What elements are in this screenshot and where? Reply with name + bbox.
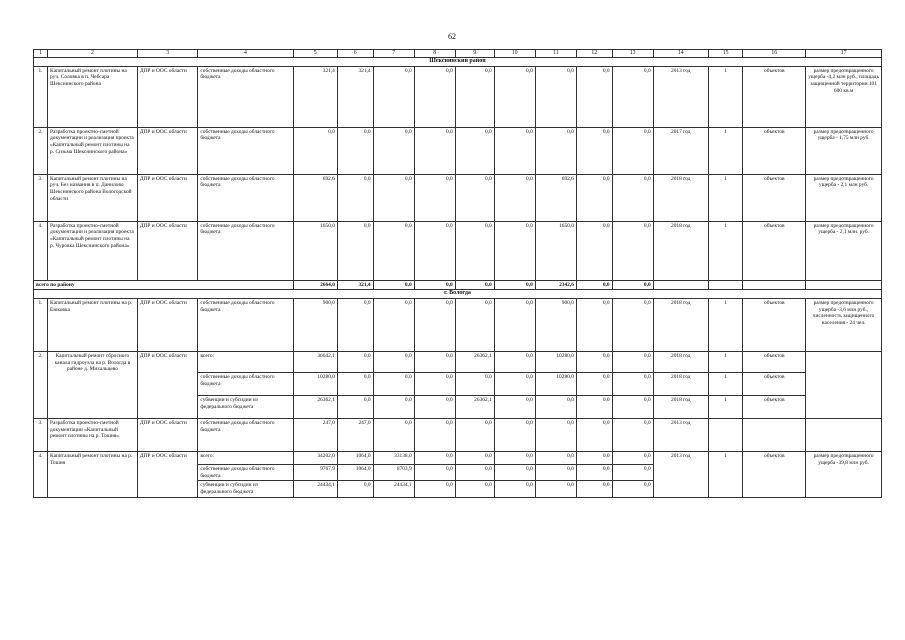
- empty-cell: [708, 418, 743, 451]
- value-cell: 0,0: [414, 418, 455, 451]
- year-cell: 2018 год: [653, 174, 708, 221]
- column-number: 16: [743, 50, 806, 58]
- event-name: Разработка проектно-сметной документации и реализация проекта «Капитальный ремонт плотины на р. Сизьма Шекснинского района»: [48, 127, 138, 174]
- table-row: [34, 418, 882, 451]
- empty-cell: [806, 351, 882, 418]
- funding-source: всего:: [198, 351, 293, 372]
- value-cell: 900,0: [293, 298, 337, 351]
- result-cell: размер предотвращенного ущерба -4,2 млн руб., площадь защищенной территории 101 600 кв.м: [806, 66, 882, 127]
- value-cell: 0,0: [576, 351, 612, 372]
- value-cell: 0,0: [494, 66, 535, 127]
- row-number: 4.: [34, 221, 48, 280]
- value-cell: 10280,0: [535, 372, 576, 395]
- column-number: 6: [337, 50, 373, 58]
- row-number: 1.: [34, 66, 48, 127]
- value-cell: 0,0: [414, 372, 455, 395]
- table-body: [34, 50, 882, 498]
- value-cell: 0,0: [337, 372, 373, 395]
- result-cell: размер предотвращенного ущерба -3,6 млн руб., численность защищенного населения - 24 чел.: [806, 298, 882, 351]
- value-cell: 0,0: [535, 451, 576, 464]
- value-cell: 0,0: [455, 280, 494, 290]
- responsible-org: ДПР и ООС области: [137, 221, 198, 280]
- value-cell: 33138,0: [373, 451, 414, 464]
- value-cell: 1064,0: [337, 451, 373, 464]
- column-number: 17: [806, 50, 882, 58]
- value-cell: 0,0: [576, 298, 612, 351]
- value-cell: 0,0: [373, 66, 414, 127]
- table-row: [34, 451, 882, 464]
- value-cell: 0,0: [576, 451, 612, 464]
- row-number: 1.: [34, 298, 48, 351]
- value-cell: 0,0: [576, 221, 612, 280]
- event-name: Капитальный ремонт плотины на р. Тошня: [48, 451, 138, 497]
- value-cell: 9767,9: [293, 464, 337, 481]
- value-cell: 0,0: [576, 127, 612, 174]
- section-header-sheksna: [34, 58, 882, 67]
- column-number: 1: [34, 50, 48, 58]
- value-cell: 0,0: [373, 127, 414, 174]
- quantity-cell: 1: [708, 395, 743, 418]
- year-cell: 2018 год: [653, 351, 708, 372]
- table-row: [34, 298, 882, 351]
- column-number: 9: [455, 50, 494, 58]
- value-cell: 0,0: [612, 66, 653, 127]
- value-cell: 0,0: [576, 372, 612, 395]
- value-cell: 24434,1: [293, 481, 337, 498]
- column-number: 3: [137, 50, 198, 58]
- responsible-org: ДПР и ООС области: [137, 418, 198, 451]
- empty-cell: [708, 280, 743, 290]
- empty-cell: [806, 280, 882, 290]
- value-cell: 1064,0: [337, 464, 373, 481]
- value-cell: 0,0: [612, 418, 653, 451]
- responsible-org: ДПР и ООС области: [137, 451, 198, 497]
- value-cell: 0,0: [414, 351, 455, 372]
- value-cell: 692,6: [535, 174, 576, 221]
- year-cell: 2018 год: [653, 372, 708, 395]
- value-cell: 0,0: [455, 372, 494, 395]
- column-number: 14: [653, 50, 708, 58]
- event-name: Разработка проектно-сметной документации «Капитальный ремонт плотины на р. Тошня»: [48, 418, 138, 451]
- value-cell: 0,0: [373, 418, 414, 451]
- value-cell: 0,0: [535, 418, 576, 451]
- quantity-cell: 1: [708, 351, 743, 372]
- value-cell: 0,0: [494, 464, 535, 481]
- value-cell: 0,0: [494, 298, 535, 351]
- value-cell: 1650,0: [293, 221, 337, 280]
- column-number: 15: [708, 50, 743, 58]
- value-cell: 0,0: [612, 451, 653, 464]
- quantity-cell: 1: [708, 298, 743, 351]
- value-cell: 0,0: [414, 174, 455, 221]
- value-cell: 0,0: [455, 174, 494, 221]
- value-cell: 0,0: [612, 351, 653, 372]
- column-number: 10: [494, 50, 535, 58]
- column-number: 4: [198, 50, 293, 58]
- value-cell: 0,0: [535, 464, 576, 481]
- row-number: 3.: [34, 418, 48, 451]
- value-cell: 26362,1: [455, 351, 494, 372]
- value-cell: 0,0: [455, 464, 494, 481]
- value-cell: 0,0: [494, 451, 535, 464]
- value-cell: 0,0: [337, 481, 373, 498]
- unit-cell: объектов: [743, 221, 806, 280]
- column-number: 5: [293, 50, 337, 58]
- value-cell: 0,0: [414, 481, 455, 498]
- year-cell: 2018 год: [653, 298, 708, 351]
- value-cell: 0,0: [337, 174, 373, 221]
- value-cell: 0,0: [337, 298, 373, 351]
- value-cell: 692,6: [293, 174, 337, 221]
- program-table: [33, 49, 882, 498]
- value-cell: 247,0: [293, 418, 337, 451]
- total-label: всего по району: [34, 280, 294, 290]
- row-number: 2.: [34, 351, 48, 418]
- page-number: 62: [448, 32, 456, 41]
- value-cell: 0,0: [494, 418, 535, 451]
- value-cell: 0,0: [414, 221, 455, 280]
- value-cell: 0,0: [373, 221, 414, 280]
- funding-source: собственные доходы областного бюджета: [198, 174, 293, 221]
- row-number: 2.: [34, 127, 48, 174]
- empty-cell: [653, 280, 708, 290]
- value-cell: 321,4: [337, 280, 373, 290]
- value-cell: 10280,0: [293, 372, 337, 395]
- value-cell: 0,0: [494, 351, 535, 372]
- value-cell: 900,0: [535, 298, 576, 351]
- value-cell: 0,0: [373, 298, 414, 351]
- funding-source: собственные доходы областного бюджета: [198, 418, 293, 451]
- value-cell: 321,4: [293, 66, 337, 127]
- value-cell: 26362,1: [455, 395, 494, 418]
- funding-source: собственные доходы областного бюджета: [198, 464, 293, 481]
- quantity-cell: 1: [708, 221, 743, 280]
- value-cell: 0,0: [373, 280, 414, 290]
- value-cell: 0,0: [337, 351, 373, 372]
- year-cell: 2018 год: [653, 395, 708, 418]
- table-row: [34, 351, 882, 372]
- total-row: [34, 280, 882, 290]
- value-cell: 0,0: [494, 280, 535, 290]
- result-cell: размер предотвращенного ущерба - 1,75 млн руб.: [806, 127, 882, 174]
- value-cell: 0,0: [576, 418, 612, 451]
- value-cell: 0,0: [373, 351, 414, 372]
- result-cell: размер предотвращенного ущерба -39,8 млн руб.: [806, 451, 882, 497]
- column-number: 12: [576, 50, 612, 58]
- value-cell: 0,0: [455, 451, 494, 464]
- value-cell: 0,0: [494, 395, 535, 418]
- year-cell: 2013 год: [653, 451, 708, 497]
- value-cell: 0,0: [612, 221, 653, 280]
- column-number: 13: [612, 50, 653, 58]
- value-cell: 0,0: [414, 127, 455, 174]
- value-cell: 0,0: [494, 127, 535, 174]
- funding-source: субвенции и субсидии из федерального бюджета: [198, 395, 293, 418]
- funding-source: собственные доходы областного бюджета: [198, 127, 293, 174]
- value-cell: 321,4: [337, 66, 373, 127]
- unit-cell: объектов: [743, 395, 806, 418]
- funding-source: собственные доходы областного бюджета: [198, 298, 293, 351]
- value-cell: 0,0: [535, 481, 576, 498]
- row-number: 3.: [34, 174, 48, 221]
- value-cell: 0,0: [612, 372, 653, 395]
- value-cell: 0,0: [535, 395, 576, 418]
- unit-cell: объектов: [743, 127, 806, 174]
- empty-cell: [743, 418, 806, 451]
- responsible-org: ДПР и ООС области: [137, 127, 198, 174]
- value-cell: 247,0: [337, 418, 373, 451]
- value-cell: 0,0: [414, 280, 455, 290]
- unit-cell: объектов: [743, 66, 806, 127]
- event-name: Разработка проектно-сметной документации и реализация проекта «Капитальный ремонт плотины на р. Чуровка Шекснинского района»: [48, 221, 138, 280]
- column-number: 2: [48, 50, 138, 58]
- value-cell: 0,0: [576, 174, 612, 221]
- value-cell: 24434,1: [373, 481, 414, 498]
- section-title: г. Вологда: [34, 290, 882, 299]
- value-cell: 0,0: [576, 481, 612, 498]
- value-cell: 0,0: [455, 298, 494, 351]
- value-cell: 0,0: [576, 66, 612, 127]
- value-cell: 0,0: [455, 418, 494, 451]
- unit-cell: объектов: [743, 451, 806, 497]
- quantity-cell: 1: [708, 174, 743, 221]
- value-cell: 0,0: [576, 280, 612, 290]
- value-cell: 0,0: [576, 464, 612, 481]
- value-cell: 0,0: [612, 464, 653, 481]
- value-cell: 0,0: [455, 221, 494, 280]
- section-header-vologda: [34, 290, 882, 299]
- year-cell: 2013 год: [653, 66, 708, 127]
- value-cell: 0,0: [337, 395, 373, 418]
- event-name: Капитальный ремонт плотины на р. Еюковка: [48, 298, 138, 351]
- quantity-cell: 1: [708, 66, 743, 127]
- responsible-org: ДПР и ООС области: [137, 66, 198, 127]
- year-cell: 2013 год: [653, 418, 708, 451]
- unit-cell: объектов: [743, 298, 806, 351]
- column-number: 7: [373, 50, 414, 58]
- table-row: [34, 221, 882, 280]
- responsible-org: ДПР и ООС области: [137, 174, 198, 221]
- value-cell: 0,0: [612, 174, 653, 221]
- value-cell: 0,0: [414, 464, 455, 481]
- result-cell: размер предотвращенного ущерба - 2,1 млн руб.: [806, 174, 882, 221]
- year-cell: 2018 год: [653, 221, 708, 280]
- quantity-cell: 1: [708, 127, 743, 174]
- responsible-org: ДПР и ООС области: [137, 298, 198, 351]
- value-cell: 0,0: [414, 66, 455, 127]
- funding-source: всего:: [198, 451, 293, 464]
- unit-cell: объектов: [743, 351, 806, 372]
- event-name: Капитальный ремонт плотины на руч. Соловка в п. Чебсара Шекснинского района: [48, 66, 138, 127]
- value-cell: 34202,0: [293, 451, 337, 464]
- value-cell: 2342,6: [535, 280, 576, 290]
- value-cell: 10280,0: [535, 351, 576, 372]
- year-cell: 2017 год: [653, 127, 708, 174]
- column-number-row: [34, 50, 882, 58]
- value-cell: 0,0: [494, 174, 535, 221]
- value-cell: 0,0: [494, 221, 535, 280]
- quantity-cell: 1: [708, 372, 743, 395]
- result-cell: размер предотвращенного ущерба - 2,1 млн. руб.: [806, 221, 882, 280]
- funding-source: собственные доходы областного бюджета: [198, 66, 293, 127]
- value-cell: 0,0: [293, 127, 337, 174]
- value-cell: 0,0: [373, 174, 414, 221]
- column-number: 11: [535, 50, 576, 58]
- section-title: Шекснинский район: [34, 58, 882, 67]
- value-cell: 0,0: [612, 298, 653, 351]
- value-cell: 0,0: [414, 298, 455, 351]
- value-cell: 0,0: [455, 481, 494, 498]
- event-name: Капитальный ремонт сбросного канала гидроузла на р. Вологда в районе д. Михальцево: [48, 351, 138, 418]
- responsible-org: ДПР и ООС области: [137, 351, 198, 418]
- value-cell: 0,0: [455, 127, 494, 174]
- value-cell: 0,0: [494, 372, 535, 395]
- value-cell: 0,0: [414, 451, 455, 464]
- funding-source: собственные доходы областного бюджета: [198, 372, 293, 395]
- value-cell: 0,0: [612, 127, 653, 174]
- value-cell: 0,0: [455, 66, 494, 127]
- value-cell: 0,0: [535, 127, 576, 174]
- value-cell: 0,0: [373, 395, 414, 418]
- value-cell: 26362,1: [293, 395, 337, 418]
- value-cell: 0,0: [337, 221, 373, 280]
- column-number: 8: [414, 50, 455, 58]
- value-cell: 0,0: [373, 372, 414, 395]
- table-row: [34, 66, 882, 127]
- row-number: 4.: [34, 451, 48, 497]
- value-cell: 1650,0: [535, 221, 576, 280]
- value-cell: 0,0: [414, 395, 455, 418]
- value-cell: 0,0: [612, 481, 653, 498]
- value-cell: 0,0: [494, 481, 535, 498]
- funding-source: субвенции и субсидии из федерального бюджета: [198, 481, 293, 498]
- value-cell: 0,0: [576, 395, 612, 418]
- event-name: Капитальный ремонт плотины на руч. Без названия в п. Данилово Шекснинского района Вологодской области: [48, 174, 138, 221]
- empty-cell: [806, 418, 882, 451]
- value-cell: 8703,9: [373, 464, 414, 481]
- value-cell: 36642,1: [293, 351, 337, 372]
- value-cell: 0,0: [535, 66, 576, 127]
- empty-cell: [743, 280, 806, 290]
- value-cell: 0,0: [612, 280, 653, 290]
- table-row: [34, 174, 882, 221]
- value-cell: 0,0: [337, 127, 373, 174]
- value-cell: 2664,0: [293, 280, 337, 290]
- unit-cell: объектов: [743, 372, 806, 395]
- quantity-cell: 1: [708, 451, 743, 497]
- value-cell: 0,0: [612, 395, 653, 418]
- unit-cell: объектов: [743, 174, 806, 221]
- funding-source: собственные доходы областного бюджета: [198, 221, 293, 280]
- table-row: [34, 127, 882, 174]
